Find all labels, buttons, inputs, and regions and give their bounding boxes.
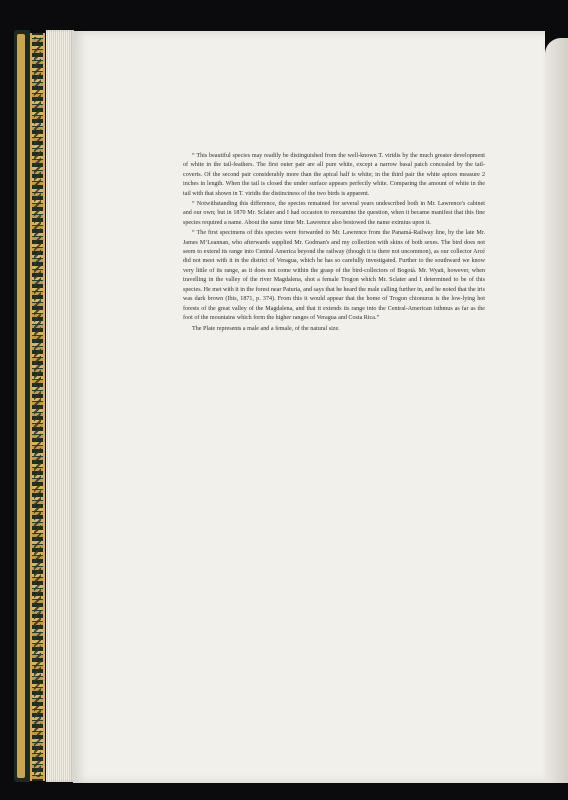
paragraph-3: “ The first specimens of this species were forwarded to Mr. Lawrence from the Panamá-Railway line, by the late Mr. James M‘Leannan, who afterwards supplied Mr. Godman's and my collection with skins of both sexes. The bird does not seem to extend its range into Central America beyond the railway (though it is there not uncommon), as our collector Arcé did not meet with it in the district of Veragua, which he has so carefully investigated. Further to the southward we know very little of its range, as it does not come within the grasp of the bird-collectors of Bogotá. Mr. Wyatt, however, when travelling in the valley of the river Magdalena, shot a female Trogon which Mr. Sclater and I determined to be of this species. He met with it in the forest near Paturia, and says that he heard the male calling further in, and he noted that the iris was dark brown (Ibis, 1871, p. 374). From this it would appear that the home of Trogon chionurus is the low-lying hot forests of the great valley of the Magdalena, and that it extends its range into the Central-American isthmus as far as the foot of the mountains which form the higher ranges of Veragua and Costa Rica.” bbox=[183, 230, 485, 321]
gilt-pattern-overlay bbox=[34, 37, 41, 777]
spine-gilt-band bbox=[17, 34, 25, 778]
paragraph-2: “ Notwithstanding this difference, the species remained for several years undescribed both in Mr. Lawrence's cabinet and our own; but in 1870 Mr. Sclater and I had occasion to reexamine the question, when it became manifest that this fine species required a name. About the same time Mr. Lawrence also bestowed the name eximius upon it. bbox=[183, 201, 485, 226]
page-edges bbox=[46, 30, 74, 782]
facing-page-edge bbox=[545, 38, 568, 783]
book-page bbox=[73, 31, 545, 783]
paragraph-1: “ This beautiful species may readily be distinguished from the well-known T. viridis by the much greater development of white in the tail-feathers. The first outer pair are all pure white, except a narrow basal patch concealed by the tail-coverts. Of the second pair considerably more than the apical half is white; in the third pair the white apices measure 2 inches in length. When the tail is closed the under surface appears perfectly white. Comparing the amount of white in the tail with that shown in T. viridis the distinctness of the two birds is apparent. bbox=[183, 153, 485, 197]
plate-caption: The Plate represents a male and a female, of the natural size. bbox=[192, 326, 340, 333]
page-text-block bbox=[183, 152, 485, 336]
